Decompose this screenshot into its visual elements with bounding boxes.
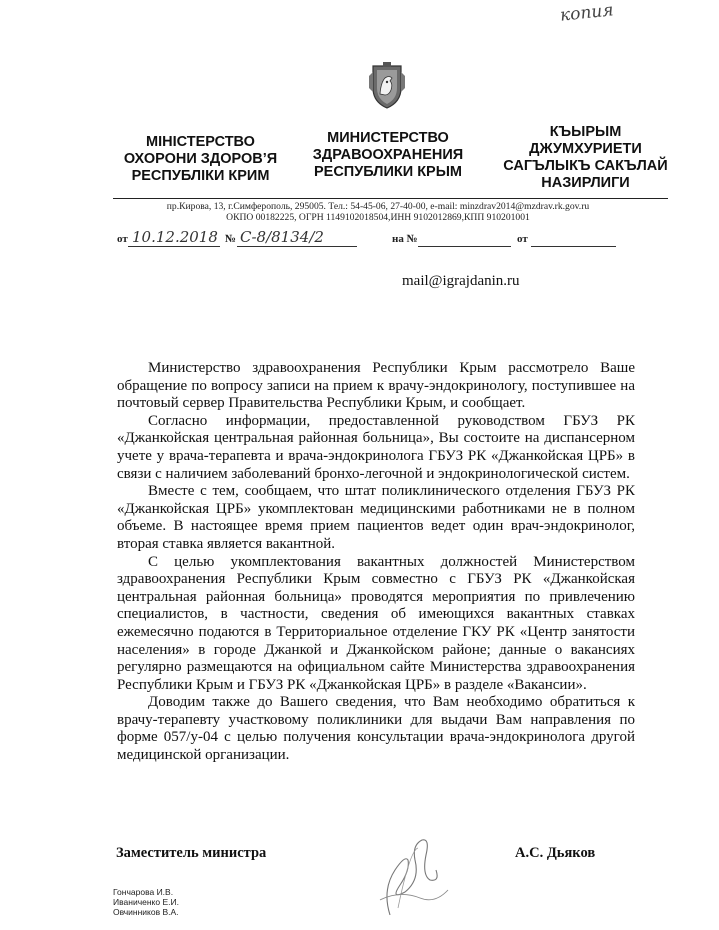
crimea-coat-of-arms-icon <box>365 62 409 110</box>
reply-to-label: на № <box>392 233 418 245</box>
recipient-email: mail@igrajdanin.ru <box>402 273 520 289</box>
reply-date-underline <box>531 246 616 247</box>
header-ct-line: КЪЫРЫМ <box>549 124 622 140</box>
body-paragraph: С целью укомплектования вакантных должностей Министерством здравоохранения Республики Крым совместно с ГБУЗ РК «Джанкойская центральная районная больница» проводятся мероприятия по привлечению специалистов, в частности, сведения об имеющихся вакантных ставках ежемесячно подаются в Территориальное отделение ГКУ РК «Центр занятости населения» в городе Джанкой и Джанкойском районе; данные о вакансиях регулярно размещаются на официальном сайте Министерства здравоохранения Республики Крым и ГБУЗ РК «Джанкойская ЦРБ» в разделе «Вакансии». <box>117 553 635 693</box>
number-label: № <box>225 233 237 245</box>
header-ukrainian <box>103 134 298 185</box>
date-underline <box>128 246 220 247</box>
header-ua-line: РЕСПУБЛІКИ КРИМ <box>131 168 270 184</box>
body-paragraph: Согласно информации, предоставленной руководством ГБУЗ РК «Джанкойская центральная районная больница», Вы состоите на диспансерном учете у врача-терапевта и врача-эндокринолога ГБУЗ РК «Джанкойская ЦРБ» в связи с наличием заболеваний бронхо-легочной и эндокринологической систем. <box>117 412 635 482</box>
address-line: пр.Кирова, 13, г.Симферополь, 295005. Тел.: 54-45-06, 27-40-00, e-mail: minzdrav2014@mzdrav.rk.gov.ru <box>166 201 590 212</box>
header-ct-line: НАЗИРЛИГИ <box>541 175 630 191</box>
signatory-title: Заместитель министра <box>116 845 267 861</box>
executor-name: Иваниченко Е.И. <box>113 897 179 907</box>
header-crimean-tatar <box>488 124 683 192</box>
signatory-name: А.С. Дьяков <box>515 845 596 861</box>
body-paragraph: Министерство здравоохранения Республики Крым рассмотрело Ваше обращение по вопросу записи на прием к врачу-эндокринологу, поступившее на почтовый сервер Правительства Республики Крым, и сообщает. <box>117 360 635 412</box>
header-ru-line: МИНИСТЕРСТВО <box>327 130 449 146</box>
date-label: от <box>117 233 128 245</box>
header-ua-line: МІНІСТЕРСТВО <box>146 134 255 150</box>
handwritten-number: С-8/8134/2 <box>240 228 324 246</box>
handwritten-date: 10.12.2018 <box>132 228 218 246</box>
handwritten-corner-note: копия <box>559 0 615 26</box>
body-paragraph: Доводим также до Вашего сведения, что Вам необходимо обратиться к врачу-терапевту участковому поликлиники для выдачи Вам направления по форме 057/у-04 с целью получения консультации врача-эндокринолога другой медицинской организации. <box>117 694 635 764</box>
reply-to-underline <box>418 246 511 247</box>
header-russian <box>298 130 478 181</box>
requisites-line: ОКПО 00182225, ОГРН 1149102018504,ИНН 9102012869,КПП 910201001 <box>226 212 530 223</box>
header-ct-line: ДЖУМХУРИЕТИ <box>529 141 642 157</box>
letter-body <box>117 360 635 765</box>
executor-name: Овчинников В.А. <box>113 907 179 917</box>
header-ru-line: ЗДРАВООХРАНЕНИЯ <box>312 147 464 163</box>
reply-date-label: от <box>517 233 528 245</box>
header-divider <box>113 198 668 199</box>
executor-name: Гончарова И.В. <box>113 887 174 897</box>
header-ru-line: РЕСПУБЛИКИ КРЫМ <box>313 164 462 180</box>
header-ua-line: ОХОРОНИ ЗДОРОВ’Я <box>123 151 278 167</box>
handwritten-signature <box>360 830 460 920</box>
number-underline <box>237 246 357 247</box>
header-ct-line: САГЪЛЫКЪ САКЪЛАЙ <box>503 158 668 174</box>
body-paragraph: Вместе с тем, сообщаем, что штат поликлинического отделения ГБУЗ РК «Джанкойская ЦРБ» укомплектован медицинскими работниками не в полном объеме. В настоящее время прием пациентов ведет один врач-эндокринолог, вторая ставка является вакантной. <box>117 483 635 552</box>
